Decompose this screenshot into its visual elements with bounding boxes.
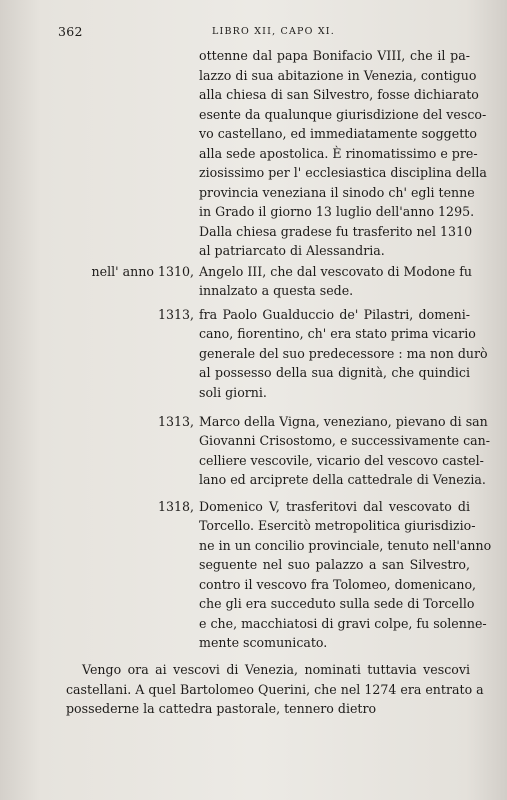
text-line: esente da qualunque giurisdizione del vesco- — [199, 107, 487, 122]
text-line: Angelo III, che dal vescovato di Modone fu — [199, 264, 472, 279]
text-line: lazzo di sua abitazione in Venezia, contiguo — [199, 68, 477, 83]
text-line: Domenico V, trasferitovi dal vescovato di — [199, 499, 470, 514]
text-line: Vengo ora ai vescovi di Venezia, nominati tuttavia vescovi — [82, 662, 470, 677]
text-line: alla chiesa di san Silvestro, fosse dichiarato — [199, 87, 479, 102]
text-line: seguente nel suo palazzo a san Silvestro, — [199, 557, 470, 572]
text-line: contro il vescovo fra Tolomeo, domenicano, — [199, 577, 477, 592]
text-line: in Grado il giorno 13 luglio dell'anno 1295. — [199, 204, 475, 219]
text-line: ziosissimo per l' ecclesiastica disciplina della — [199, 165, 487, 180]
text-line: ne in un concilio provinciale, tenuto nell'anno — [199, 538, 492, 553]
entry-lead: 1313, — [157, 307, 194, 322]
page-number: 362 — [58, 24, 83, 39]
text-line: che gli era succeduto sulla sede di Torcello — [199, 596, 475, 611]
text-line: generale del suo predecessore : ma non durò — [199, 346, 488, 361]
text-line: Dalla chiesa gradese fu trasferito nel 1310 — [199, 224, 473, 239]
text-line: castellani. A quel Bartolomeo Querini, che nel 1274 era entrato a — [66, 682, 484, 697]
entry-lead: nell' anno 1310, — [91, 264, 194, 279]
text-line: fra Paolo Gualduccio de' Pilastri, domeni- — [199, 307, 470, 322]
text-line: possederne la cattedra pastorale, tennero dietro — [66, 701, 377, 716]
text-line: Giovanni Crisostomo, e successivamente can- — [199, 433, 491, 448]
text-line: al patriarcato di Alessandria. — [199, 243, 385, 258]
text-line: ottenne dal papa Bonifacio VIII, che il pa- — [199, 48, 470, 63]
text-line: alla sede apostolica. È rinomatissimo e pre- — [199, 146, 478, 161]
text-line: cano, fiorentino, ch' era stato prima vicario — [199, 326, 476, 341]
text-line: Marco della Vigna, veneziano, pievano di san — [199, 414, 488, 429]
text-line: al possesso della sua dignità, che quindici — [199, 365, 470, 380]
page-header — [58, 24, 478, 40]
text-line: provincia veneziana il sinodo ch' egli tenne — [199, 185, 475, 200]
text-line: vo castellano, ed immediatamente soggetto — [199, 126, 477, 141]
text-line: celliere vescovile, vicario del vescovo castel- — [199, 453, 484, 468]
text-line: mente scomunicato. — [199, 635, 328, 650]
text-line: Torcello. Esercitò metropolitica giurisdizio- — [199, 518, 476, 533]
text-line: lano ed arciprete della cattedrale di Venezia. — [199, 472, 486, 487]
entry-lead: 1313, — [157, 414, 194, 429]
text-line: innalzato a questa sede. — [199, 283, 354, 298]
running-head: LIBRO XII, CAPO XI. — [212, 26, 335, 37]
text-line: e che, macchiatosi di gravi colpe, fu solenne- — [199, 616, 487, 631]
text-line: soli giorni. — [199, 385, 267, 400]
entry-lead: 1318, — [157, 499, 194, 514]
